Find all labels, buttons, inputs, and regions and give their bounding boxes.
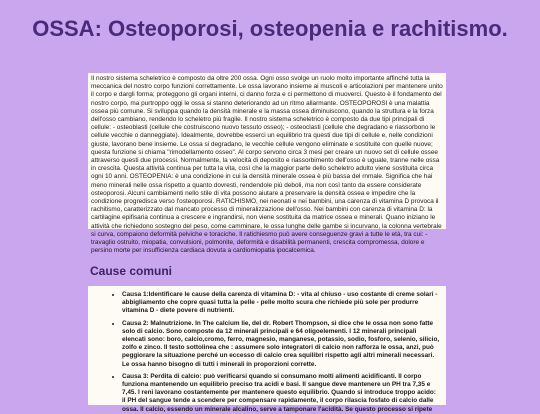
intro-paragraph: Il nostro sistema scheletrico è composto da oltre 200 ossa. Ogni osso svolge un ruolo molto importante affinché tutta la meccanica del nostro corpo funzioni correttamente. Le ossa lavorano insieme ai muscoli e articolazioni per mantenere unito il corpo e dargli forma; proteggono gli organi interni, ci danno forza e ci permettono di muoverci. Questo è il fondamento del nostro corpo, ma purtroppo oggi le ossa si stanno deteriorando ad un ritmo allarmante. OSTEOPOROSI è una malattia ossea più comune. Si sviluppa quando la densità minerale e la massa ossea diminuiscono, quando la struttura e la forza dell'osso cambiano, rendendo lo scheletro più fragile. Il nostro sistema scheletrico è composto da due tipi principali di cellule: - osteoblasti (cellule che costruiscono nuovo tessuto osseo); - osteoclasti (cellule che degradano e riassorbono le cellule vecchie o danneggiate). Idealmente, dovrebbe esserci un equilibrio tra questi due tipi di cellule e, nelle condizioni giuste, lavorano bene insieme. Le ossa si degradano, le vecchie cellule vengono eliminate e sostituite con quelle nuove; questa funzione si chiama "rimodellamento osseo". Al corpo servono circa 3 mesi per creare un nuovo set di cellule ossee attraverso questi due processi. Normalmente, la velocità di deposito e riassorbimento dell'osso è uguale, tranne nelle ossa in crescita. Questa attività continua per tutta la vita, così che la maggior parte dello scheletro adulto viene sostituita circa ogni 10 anni. OSTEOPENIA: è una condizione in cui la densità minerale ossea è più bassa del rnmale. Significa che hai meno minerali nelle ossa rispetto a quanto dovresti, rendendole più deboli, ma non così tanto da essere considerate osteoporosi. Alcuni cambiamenti nello stile di vita possono aiutare a preservare la densità ossea e impedire che la condizione progredisca verso l'osteoporosi. RATICHISMO, nei neonati e nei bambini, una carenza di vitamina D provoca il rachitismo, caratterizzato dal mancato processo di mineralizzazione dell'osso. Nei bambini con carenza di vitamina D: la cartilagine epifisaria continua a crescere e ingrandirsi, non viene sostituita da matrice ossea e minerali. Quano iniziano le attività che richiedono sostegno del peso, come camminare, le ossa lunghe delle gambe si incurvano, la colonna vertebrale si curva, compaiono deformità pelviche e toraciche. Il ratichiesmo può avere conseguenze gravi a tutte le età, tra cui: - travaglio ostruito, miopatia, convulsioni, polmonite, deformità e disabilità permanenti, crescita compromessa, dolore e persino morte per insufficienza cardiaca dovuta a cardiomiopatia ipocalcemica.: [91, 75, 443, 255]
causes-list: [108, 291, 440, 414]
cause-item-3: • Causa 3: Perdita di calcio: può verificarsi quando si consumano molti alimenti acidificanti. Il corpo funziona mantenendo un equilibrio preciso tra acidi e basi. Il sangue deve mantenere un PH tra 7,35 e 7,45. I reni lavorano costantemente per mantenere questo equilibrio. Quando si introduce troppo acido: il PH del sangue tende a scendere per compensare rapidamente, il corpo rilascia fosfato di calcio dalle ossa. Il calcio, essendo un minerale alcalino, serve a tamponare l'acidità. Se questo processo si ripete: [122, 373, 440, 414]
cause-item-2: • Causa 2: Malnutrizione. In The calcium lie, del dr. Robert Thompson, si dice che le ossa non sono fatte solo di calcio. Sono composte da 12 minerali principali e 64 oligoelementi. I 12 minerali principali elencati sono: boro, calcio,cromo, ferro, magnesio, manganese, potassio, sodio, fosforo, selenio, silicio, zolfo e zinco. Il testo sottolinea che : assumere solo integratori di calcio non rafforza le ossa, anzi, può peggiorare la situazione perché un eccesso di calcio crea squilibri rispetto agli altri minerali necessari. Le ossa hanno bisogno di tutti i minerali in proporzioni corrette.: [122, 320, 440, 369]
intro-panel: [88, 73, 446, 255]
causes-panel: [88, 286, 446, 413]
section-title-cause-comuni: Cause comuni: [90, 264, 173, 278]
cause-item-1: • Causa 1:Identificare le cause della carenza di vitamina D: - vita al chiuso - uso costante di creme solari - abbigliamento che copre quasi tutta la pelle - pelle molto scura che richiede più sole per produrre vitamina D - diete povere di nutrienti.: [122, 291, 440, 316]
page-title: OSSA: Osteoporosi, osteopenia e rachitismo.: [32, 16, 508, 41]
